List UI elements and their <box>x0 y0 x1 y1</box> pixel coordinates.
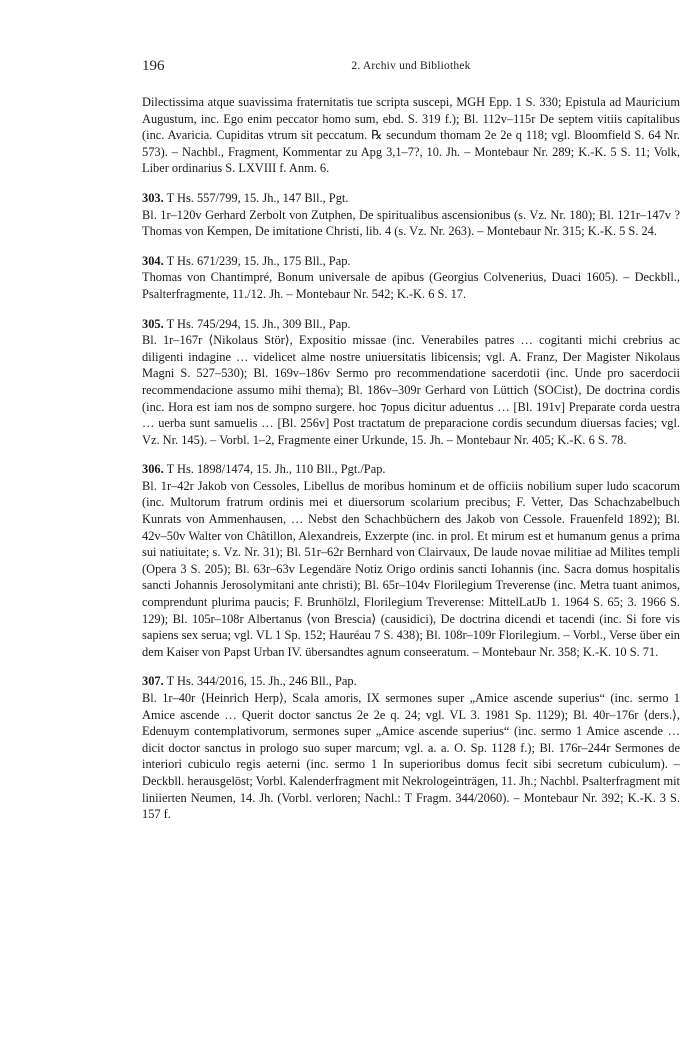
entry-text: Thomas von Chantimpré, Bonum universale de apibus (Georgius Colvenerius, Duaci 1605). – Deckbll., Psalterfragmente, 11./12. Jh. – Montebaur Nr. 542; K.-K. 6 S. 17. <box>142 270 680 301</box>
entry-heading <box>142 673 680 690</box>
running-head: 2. Archiv und Bibliothek <box>351 60 471 72</box>
entry-text: Bl. 1r–120v Gerhard Zerbolt von Zutphen, De spiritualibus ascensionibus (s. Vz. Nr. 180); Bl. 121r–147v ?Thomas von Kempen, De imitatione Christi, lib. 4 (s. Vz. Nr. 263). – Montebaur Nr. 315; K.-K. 5 S. 24. <box>142 207 680 239</box>
entry-heading <box>142 190 680 207</box>
entry-heading <box>142 253 680 270</box>
continued-entry <box>142 94 680 177</box>
entry-shelfmark: T Hs. 745/294, 15. Jh., 309 Bll., Pap. <box>166 316 351 331</box>
catalog-body <box>142 94 680 836</box>
continuation-text: Dilectissima atque suavissima fraternitatis tue scripta suscepi, MGH Epp. 1 S. 330; Epistula ad Mauricium Augustum, inc. Ego enim peccator homo sum, ebd. S. 319 f.); Bl. 112v–115r De septem vitiis capitalibus (inc. Avaricia. Cupiditas vtrum sit peccatum. ℞ secundum thomam 2e 2e q 118; vgl. Bloomfield S. 64 Nr. 573). – Nachbl., Fragment, Kommentar zu Apg 3,1–7?, 10. Jh. – Montebaur Nr. 289; K.-K. 5 S. 11; Volk, Liber ordinarius S. LXVIII f. Anm. 6. <box>142 95 680 176</box>
entry-text: Bl. 1r–167r ⟨Nikolaus Stör⟩, Expositio missae (inc. Venerabiles patres … cogitanti michi crebrius ac diligenti indagine … videlicet alme nostre uniuersitatis libicensis; vgl. A. Franz, Der Magister Nikolaus Magni S. 527–530); Bl. 169v–186v Sermo pro recommendatione sacerdotii (inc. Unde pro sacerdocii recommendacione assumo mihi thema); Bl. 186v–309r Gerhard von Lüttich ⟨SOCist⟩, De doctrina cordis (inc. Hora est iam nos de sompno surgere. hoc ⁊opus dicitur aduentus … [Bl. 191v] Preparate corda uestra … uerba sunt samuelis … [Bl. 256v] Post tractatum de preparacione cordis secundum diuersas facies; vgl. Vz. Nr. 145). – Vorbl. 1–2, Fragmente einer Urkunde, 15. Jh. – Montebaur Nr. 405; K.-K. 6 S. 78. <box>142 333 680 447</box>
entry-number: 303. <box>142 190 164 205</box>
entry-number: 307. <box>142 674 164 689</box>
entry-text: Bl. 1r–40r ⟨Heinrich Herp⟩, Scala amoris, IX sermones super „Amice ascende superius“ (inc. sermo 1 Amice ascende … Querit doctor sanctus 2e 2e q. 24; vgl. VL 3. 1981 Sp. 1129); Bl. 40r–176r ⟨ders.⟩, Edenuym contemplativorum, sermones super „Amice ascende superius“ (inc. sermo 1 Amice ascende … dicit doctor sanctus in prologo suo super marcum; vgl. a. a. O. Sp. 1128 f.); Bl. 176r–244r Sermones de interiori cubiculo regis aeterni (inc. sermo 1 In superioribus domus fecit sibi secretum cubiculum). – Deckbll. herausgelöst; Vorbl. Kalenderfragment mit Nekrologeinträgen, 11. Jh.; Nachbl. Psalterfragment mit liniierten Neumen, 14. Jh. (Vorbl. verloren; Nachl.: T Fragm. 344/2060). – Montebaur Nr. 392; K.-K. 3 S. 157 f. <box>142 691 680 822</box>
entry-number: 304. <box>142 253 164 268</box>
catalog-entry-303 <box>142 190 680 240</box>
entry-number: 306. <box>142 462 164 477</box>
entry-heading <box>142 461 680 478</box>
entry-number: 305. <box>142 316 164 331</box>
page-number: 196 <box>142 58 165 74</box>
entry-heading <box>142 316 680 333</box>
entry-text: Bl. 1r–42r Jakob von Cessoles, Libellus de moribus hominum et de officiis nobilium super ludo scacorum (inc. Multorum fratrum ordinis mei et diuersorum scolarium precibus; F. Vetter, Das Schachzabelbuch Kunrats von Ammenhausen, … Nebst den Schachbüchern des Jakob von Cessole. Frauenfeld 1892); Bl. 42v–50v Walter von Châtillon, Alexandreis, Exzerpte (inc. in prol. Et mirum est et humanum genus a prima sui natiuitate; s. Vz. Nr. 31); Bl. 51r–62r Bernhard von Clairvaux, De laude novae militiae ad Milites templi (Opera 3 S. 205); Bl. 63r–63v Legendäre Notiz Origo ordinis sancti Iohannis (inc. Sacra domus hospitalis sancti Johannis Jerosolymitani ante christi); Bl. 65r–104v Florilegium Treverense (inc. Metra tuant animos, comprendunt plurima paucis; F. Brunhölzl, Florilegium Treverense: MittelLatJb 1. 1964 S. 65; 3. 1966 S. 129); Bl. 105r–108r Albertanus ⟨von Brescia⟩ (causidici), De doctrina dicendi et tacendi (inc. Si fore vis sapiens sex serua; vgl. VL 1 Sp. 152; Hauréau 7 S. 438); Bl. 108r–109r Florilegium. – Vorbl., Verse über ein dem Kaiser von Papst Urban IV. übersandtes agnum conseeratum. – Montebaur Nr. 358; K.-K. 10 S. 71. <box>142 478 680 659</box>
entry-shelfmark: T Hs. 344/2016, 15. Jh., 246 Bll., Pap. <box>166 674 357 689</box>
entry-shelfmark: T Hs. 1898/1474, 15. Jh., 110 Bll., Pgt./Pap. <box>166 462 386 477</box>
catalog-entry-307 <box>142 673 680 822</box>
catalog-entry-306 <box>142 461 680 660</box>
entry-shelfmark: T Hs. 557/799, 15. Jh., 147 Bll., Pgt. <box>166 190 349 205</box>
catalog-entry-305 <box>142 316 680 449</box>
catalog-entry-304 <box>142 253 680 303</box>
entry-shelfmark: T Hs. 671/239, 15. Jh., 175 Bll., Pap. <box>166 253 351 268</box>
